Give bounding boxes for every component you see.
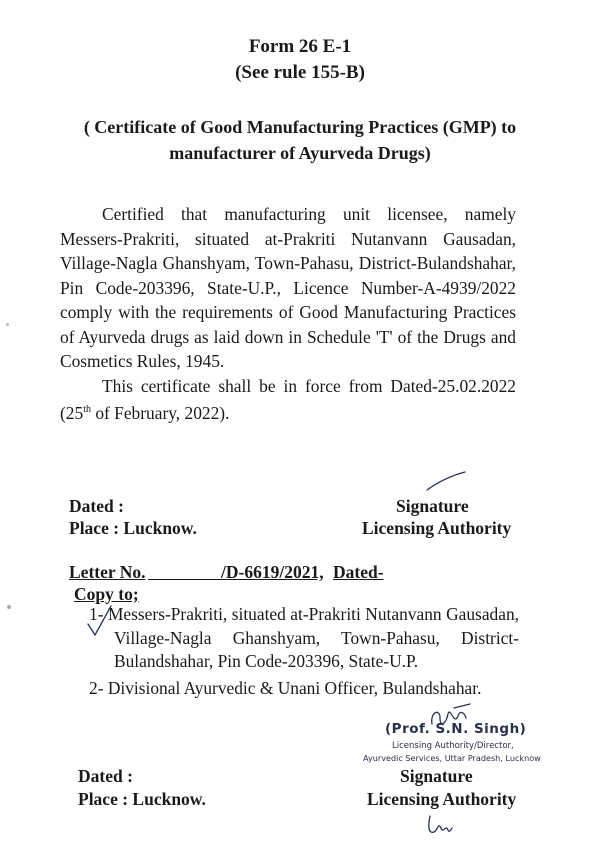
copy-item-1-line: 1- Messers-Prakriti, situated at-Prakriti Nutanvann Gausadan, bbox=[89, 604, 519, 624]
letter-no-value: /D-6619/2021, bbox=[221, 562, 324, 582]
margin-speck bbox=[6, 323, 9, 326]
place-label-2: Place : Lucknow. bbox=[78, 789, 206, 809]
stamp-line-1: Licensing Authority/Director, bbox=[392, 741, 514, 751]
stamp-name: (Prof. S.N. Singh) bbox=[385, 721, 527, 737]
body-line: Certified that manufacturing unit licensee, namely bbox=[102, 204, 516, 224]
letter-no-label: Letter No. bbox=[69, 562, 146, 582]
body-line: comply with the requirements of Good Manufacturing Practices bbox=[60, 302, 516, 322]
form-number: Form 26 E-1 bbox=[248, 36, 352, 57]
dated-label-1: Dated : bbox=[69, 496, 124, 516]
rule-reference: (See rule 155-B) bbox=[235, 62, 365, 83]
licensing-authority-label-1: Licensing Authority bbox=[362, 518, 512, 538]
copy-to-label: Copy to; bbox=[74, 584, 139, 604]
date-suffix: of February, 2022). bbox=[90, 402, 230, 423]
copy-to-list bbox=[89, 603, 519, 700]
date-prefix: (25 bbox=[60, 402, 84, 423]
certificate-title-line-1: ( Certificate of Good Manufacturing Practices (GMP) to bbox=[83, 117, 517, 137]
copy-item-1-line: Village-Nagla Ghanshyam, Town-Pahasu, District- bbox=[114, 627, 519, 648]
dated-label-2: Dated : bbox=[78, 766, 133, 786]
letter-no-blank-line bbox=[148, 579, 222, 580]
margin-speck bbox=[7, 605, 11, 609]
signature-flourish-1 bbox=[424, 470, 468, 494]
date-superscript: th bbox=[83, 404, 91, 415]
body-line: Village-Nagla Ghanshyam, Town-Pahasu, District-Bulandshahar, bbox=[60, 253, 516, 273]
letter-dated-label: Dated- bbox=[333, 562, 384, 582]
copy-item-1-line: Bulandshahar, Pin Code-203396, State-U.P. bbox=[114, 651, 419, 671]
licensing-authority-label-2: Licensing Authority bbox=[367, 789, 517, 809]
body-line: Pin Code-203396, State-U.P., Licence Number-A-4939/2022 bbox=[60, 277, 516, 298]
signature-label-2: Signature bbox=[400, 766, 473, 786]
signature-label-1: Signature bbox=[396, 496, 469, 516]
stamp-line-2: Ayurvedic Services, Uttar Pradesh, Lucknow bbox=[363, 753, 541, 763]
tick-mark bbox=[84, 602, 114, 638]
force-line: This certificate shall be in force from Dated-25.02.2022 bbox=[102, 375, 516, 396]
initials-scribble bbox=[424, 812, 454, 838]
certificate-body bbox=[60, 202, 516, 425]
certificate-title-line-2: manufacturer of Ayurveda Drugs) bbox=[169, 143, 431, 163]
body-line: Messers-Prakriti, situated at-Prakriti Nutanvann Gausadan, bbox=[60, 228, 516, 249]
body-line: Cosmetics Rules, 1945. bbox=[60, 351, 225, 371]
force-date bbox=[60, 398, 516, 425]
place-label-1: Place : Lucknow. bbox=[69, 518, 197, 538]
copy-item-2-line: 2- Divisional Ayurvedic & Unani Officer, Bulandshahar. bbox=[89, 677, 482, 698]
body-line: of Ayurveda drugs as laid down in Schedule 'T' of the Drugs and bbox=[60, 326, 516, 347]
